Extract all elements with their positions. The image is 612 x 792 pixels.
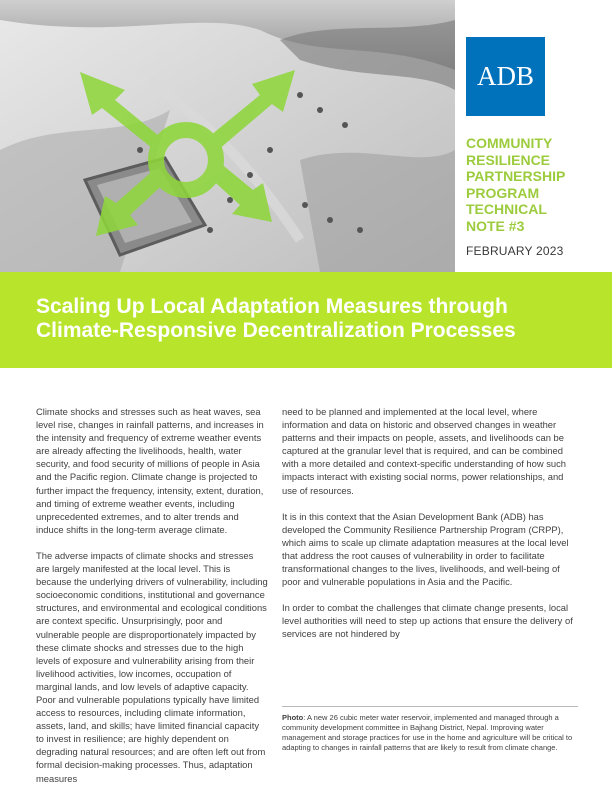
- adb-logo: [466, 37, 545, 116]
- title-line: Scaling Up Local Adaptation Measures through: [36, 295, 508, 318]
- series-line: PARTNERSHIP: [466, 168, 566, 184]
- caption-label: Photo: [282, 713, 304, 722]
- body-paragraph: need to be planned and implemented at the local level, where information and data on historic and observed changes in weather patterns and their impacts on people, assets, and livelihoods can be captured at the granular level that is required, and can be combined with a more detailed and context-specific understanding of how such impacts interact with existing social norms, power relationships, and use of resources.: [282, 406, 567, 496]
- cover-photo-illustration: [0, 0, 455, 272]
- series-title: [466, 135, 606, 234]
- document-title: [36, 295, 596, 343]
- cover-photo: [0, 0, 455, 272]
- body-column-left: [36, 405, 268, 785]
- series-line: PROGRAM: [466, 184, 540, 201]
- series-line: TECHNICAL: [466, 201, 547, 217]
- series-line: RESILIENCE: [466, 151, 551, 168]
- series-line: COMMUNITY: [466, 135, 553, 151]
- body-paragraph: It is in this context that the Asian Development Bank (ADB) has developed the Community Resilience Partnership Program (CRPP), which aims to scale up climate adaptation measures at the local level that address the root causes of vulnerability in order to facilitate transformational changes to the lives, livelihoods, and well-being of poor and vulnerable populations in Asia and the Pacific.: [282, 510, 569, 588]
- caption-text: : A new 26 cubic meter water reservoir, implemented and managed through a community development committee in Bajhang District, Nepal. Improving water management and storage practices for use in the home and agriculture will be critical to adapting to changes in rainfall patterns that are likely to result from climate change.: [282, 713, 573, 752]
- body-paragraph: The adverse impacts of climate shocks and stresses are largely manifested at the local level. This is because the underlying drivers of vulnerability, including socioeconomic conditions, institutional and governance structures, and environmental and ecological conditions are context specific. Unsurprisingly, poor and vulnerable people are disproportionately impacted by these climate shocks and stresses due to the high levels of exposure and vulnerability arising from their livelihood activities, low incomes, occupation of marginal lands, and low levels of adaptive capacity. Poor and vulnerable populations typically have limited access to resources, including climate information, assets, land, and skills; have limited financial capacity to invest in resilience; are highly dependent on degrading natural resources; and are often left out from formal decision-making processes. Thus, adaptation measures: [36, 549, 268, 784]
- body-column-right: [282, 405, 578, 641]
- body-paragraph: Climate shocks and stresses such as heat waves, sea level rise, changes in rainfall patterns, and increases in the intensity and frequency of extreme weather events are already affecting the livelihoods, health, water security, and food security of millions of people in Asia and the Pacific region. Climate change is projected to further impact the frequency, intensity, extent, duration, and timing of extreme weather events, including unprecedented extremes, and to alter trends and induce shifts in the long-term average climate.: [36, 406, 264, 535]
- title-line: Climate-Responsive Decentralization Processes: [36, 319, 516, 342]
- series-line: NOTE #3: [466, 217, 525, 234]
- photo-caption: [282, 706, 578, 753]
- body-paragraph: In order to combat the challenges that climate change presents, local level authorities will need to step up actions that ensure the delivery of services are not hindered by: [282, 602, 573, 640]
- publication-date: FEBRUARY 2023: [466, 244, 564, 258]
- adb-logo-text: ADB: [476, 61, 534, 91]
